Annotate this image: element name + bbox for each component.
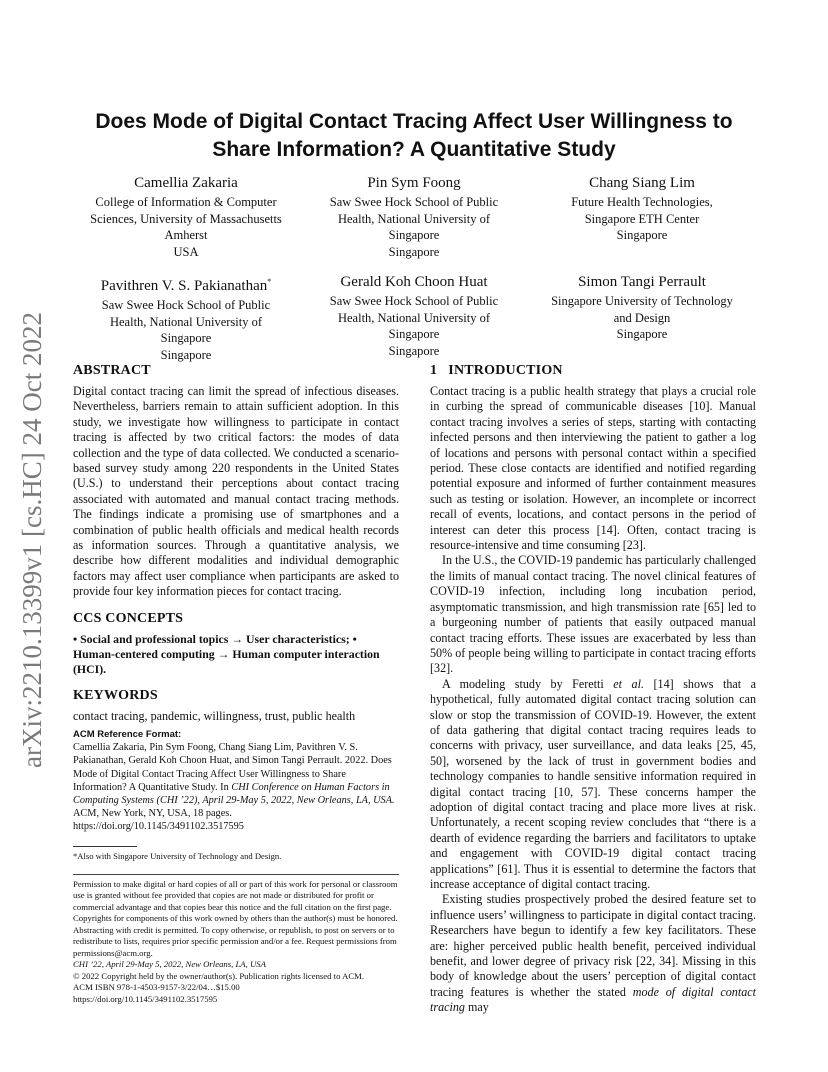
title-line-2: Share Information? A Quantitative Study [212, 138, 616, 161]
author [72, 172, 300, 260]
author [528, 271, 756, 363]
permission-block [73, 879, 399, 1006]
author [72, 271, 300, 363]
author-affiliation: Saw Swee Hock School of Public Health, National University of Singapore Singapore [101, 298, 271, 362]
author-affiliation: Saw Swee Hock School of Public Health, National University of Singapore Singapore [329, 195, 499, 259]
author-affiliation: Singapore University of Technology and Design Singapore [551, 294, 733, 341]
author-name: Pin Sym Foong [367, 175, 461, 191]
author-block [72, 172, 756, 374]
author [300, 271, 528, 363]
author-affiliation: College of Information & Computer Sciences, University of Massachusetts Amherst USA [90, 195, 282, 259]
title-line-1: Does Mode of Digital Contact Tracing Affect User Willingness to [95, 110, 733, 133]
doi-line: https://doi.org/10.1145/3491102.3517595 [73, 993, 218, 1004]
paper-title [60, 108, 768, 164]
introduction-heading: 1 INTRODUCTION [430, 363, 563, 378]
intro-paragraph-1: Contact tracing is a public health strategy that plays a crucial role in curbing the spread of communicable diseases [10]. Manual contact tracing involves a series of steps, starting with contacting infected persons and then interviewing the patient to gather a log of locations and persons with personal contact within a specified period. These close contacts are identified and notified regarding potential exposure and informed of further containment measures such as testing or isolation. However, an incomplete or incorrect recall of events, locations, and contact persons in the period of interest can deter this process [14]. Often, contact tracing is resource-intensive and time consuming [23]. [430, 384, 756, 553]
intro-paragraph-3: A modeling study by Feretti et al. [14] shows that a hypothetical, fully automated digital contact tracing solution can slow or stop the transmission of COVID-19. However, the extent of data gathering that digital contact tracing requires leads to concerns with privacy, user surveillance, and data leaks [25, 45, 50], worsened by the lack of trust in government bodies and technology companies to handle sensitive information required in digital contact tracing [10, 57]. These concerns hamper the adoption of digital contact tracing and place more lives at risk. Unfortunately, a recent scoping review concludes that “there is a dearth of evidence regarding the barriers and facilitators to uptake and engagement with COVID-19 digital contact tracing applications” [61]. Thus it is essential to determine the factors that increase acceptance of digital contact tracing. [430, 676, 756, 891]
isbn-line: ACM ISBN 978-1-4503-9157-3/22/04…$15.00 [73, 982, 240, 993]
author [300, 172, 528, 260]
author [528, 172, 756, 260]
copyright-line: © 2022 Copyright held by the owner/author(s). Publication rights licensed to ACM. [73, 970, 365, 981]
author-name: Gerald Koh Choon Huat [340, 274, 488, 290]
author-affiliation: Saw Swee Hock School of Public Health, National University of Singapore Singapore [329, 294, 499, 358]
ccs-heading: CCS CONCEPTS [73, 610, 184, 626]
author-name: Simon Tangi Perrault [578, 274, 706, 290]
author-affiliation: Future Health Technologies, Singapore ETH Center Singapore [571, 195, 713, 242]
keywords-text: contact tracing, pandemic, willingness, trust, public health [73, 708, 356, 723]
abstract-text: Digital contact tracing can limit the spread of infectious diseases. Nevertheless, barriers remain to attain sufficient adoption. In this study, we investigate how willingness to participate in contact tracing is affected by two critical factors: the modes of data collection and the type of data collected. We conducted a scenario-based survey study among 220 respondents in the United States (U.S.) to understand their perceptions about contact tracing associated with automated and manual contact tracing methods. The findings indicate a promising use of smartphones and a combination of public health officials and medical health records as information sources. Through a quantitative analysis, we describe how different modalities and individual demographic factors may affect user compliance when participants are asked to provide four key information pieces for contact tracing. [73, 384, 399, 599]
author-row-2 [72, 271, 756, 363]
abstract-heading: ABSTRACT [73, 363, 151, 378]
acm-reference-text: Camellia Zakaria, Pin Sym Foong, Chang Siang Lim, Pavithren V. S. Pakianathan, Gerald Koh Choon Huat, and Simon Tangi Perrault. 2022. Does Mode of Digital Contact Tracing Affect User Willingness to Share Information? A Quantitative Study. In CHI Conference on Human Factors in Computing Systems (CHI ’22), April 29-May 5, 2022, New Orleans, LA, USA. ACM, New York, NY, USA, 18 pages. https://doi.org/10.1145/3491102.3517595 [73, 742, 395, 833]
permission-venue: CHI ’22, April 29-May 5, 2022, New Orleans, LA, USA [73, 959, 266, 970]
keywords-heading: KEYWORDS [73, 687, 158, 703]
ccs-concepts: • Social and professional topics → User characteristics; • Human-centered computing → Human computer interaction (HCI). [73, 631, 380, 676]
right-column [430, 362, 756, 1016]
footnote-rule [73, 846, 137, 847]
footnote-mark: * [267, 277, 272, 286]
permission-rule [73, 874, 399, 875]
acm-reference-heading: ACM Reference Format: [73, 729, 182, 741]
author-name: Camellia Zakaria [134, 175, 238, 191]
author-name: Chang Siang Lim [589, 175, 695, 191]
author-footnote: *Also with Singapore University of Technology and Design. [73, 850, 282, 861]
permission-text: Permission to make digital or hard copies of all or part of this work for personal or classroom use is granted without fee provided that copies are not made or distributed for profit or commercial advantage and that copies bear this notice and the full citation on the first page. Copyrights for components of this work owned by others than the author(s) must be honored. Abstracting with credit is permitted. To copy otherwise, or republish, to post on servers or to redistribute to lists, requires prior specific permission and/or a fee. Request permissions from permissions@acm.org. [73, 878, 398, 958]
arxiv-identifier: arXiv:2210.13399v1 [cs.HC] 24 Oct 2022 [17, 312, 47, 768]
author-name: Pavithren V. S. Pakianathan* [100, 277, 272, 294]
author-row-1 [72, 172, 756, 260]
intro-paragraph-2: In the U.S., the COVID-19 pandemic has particularly challenged the limits of manual contact tracing. The novel clinical features of COVID-19 infection, including long incubation period, asymptomatic transmission, and high transmission rate [65] led to a burgeoning number of patients that easily outpaced manual contact tracing efforts. These issues are exacerbated by less than 50% of people being willing to participate in contact tracing efforts [32]. [430, 553, 757, 676]
left-column [73, 362, 399, 1005]
intro-paragraph-4: Existing studies prospectively probed the desired feature set to influence users’ willingness to participate in digital contact tracing. Researchers have begun to identify a few key facilitators. These are: higher perceived public health benefit, perceived individual benefit, and lower degree of privacy risk [22, 34]. Missing in this body of knowledge about the users’ perception of digital contact tracing features is whether the stated mode of digital contact tracing may [430, 892, 756, 1015]
